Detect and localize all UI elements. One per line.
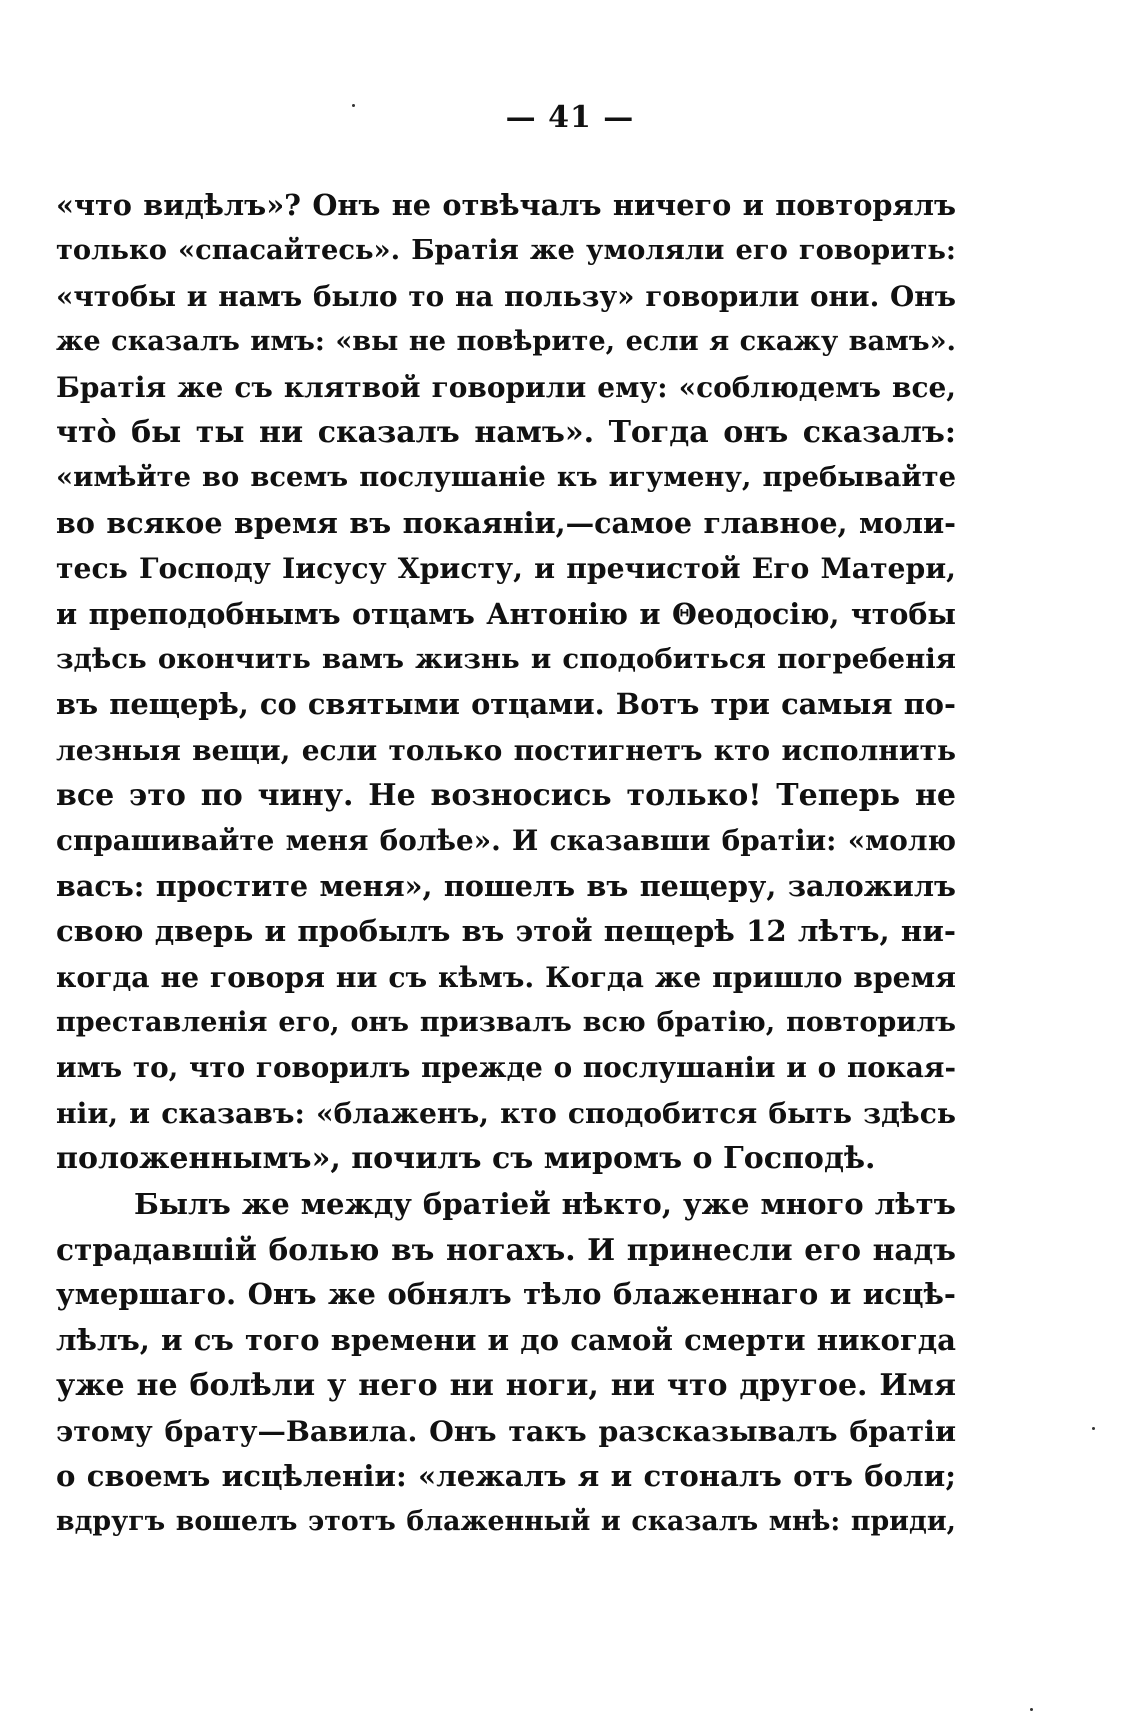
text-line: Былъ же между братіей нѣкто, уже много лѣтъ — [134, 1186, 956, 1221]
text-line: въ пещерѣ, со святыми отцами. Вотъ три самыя по- — [56, 687, 956, 722]
text-line: во всякое время въ покаяніи,—самое главное, моли- — [56, 505, 956, 540]
text-line: лѣлъ, и съ того времени и до самой смерти никогда — [56, 1322, 956, 1357]
text-line: здѣсь окончить вамъ жизнь и сподобиться погребенія — [56, 642, 956, 675]
scan-speck — [1030, 1708, 1033, 1711]
text-line: о своемъ исцѣленіи: «лежалъ я и стоналъ отъ боли; — [56, 1458, 956, 1493]
text-line: только «спасайтесь». Братія же умоляли его говорить: — [56, 234, 956, 267]
paragraph-1 — [56, 183, 956, 1182]
text-line: тесь Господу Іисусу Христу, и пречистой Его Матери, — [56, 552, 956, 586]
paragraph-2 — [56, 1182, 956, 1545]
text-line: этому брату—Вавила. Онъ такъ разсказывалъ братіи — [56, 1413, 956, 1448]
text-line: умершаго. Онъ же обнялъ тѣло блаженнаго и исцѣ- — [56, 1277, 956, 1312]
text-line: Братія же съ клятвой говорили ему: «соблюдемъ все, — [56, 370, 956, 404]
text-line: что̀ бы ты ни сказалъ намъ». Тогда онъ сказалъ: — [56, 414, 956, 450]
text-line: и преподобнымъ отцамъ Антонію и Θеодосію, чтобы — [56, 596, 956, 631]
scan-speck — [352, 104, 355, 107]
text-line: преставленія его, онъ призвалъ всю братію, повторилъ — [56, 1007, 956, 1039]
text-line: свою дверь и пробылъ въ этой пещерѣ 12 лѣтъ, ни- — [56, 914, 956, 949]
text-line: спрашивайте меня болѣе». И сказавши братіи: «молю — [56, 824, 956, 858]
text-line: страдавшій болью въ ногахъ. И принесли его надъ — [56, 1231, 956, 1267]
text-line: ніи, и сказавъ: «блаженъ, кто сподобится быть здѣсь — [56, 1096, 956, 1130]
scan-speck — [1092, 1427, 1095, 1430]
text-line: же сказалъ имъ: «вы не повѣрите, если я скажу вамъ». — [56, 325, 956, 358]
text-line: положеннымъ», почилъ съ миромъ о Господѣ. — [56, 1141, 876, 1177]
text-line: имъ то, что говорилъ прежде о послушаніи и о покая- — [56, 1051, 956, 1085]
text-line: васъ: простите меня», пошелъ въ пещеру, заложилъ — [56, 868, 956, 903]
text-line: «чтобы и намъ было то на пользу» говорили они. Онъ — [56, 279, 956, 313]
text-line: когда не говоря ни съ кѣмъ. Когда же пришло время — [56, 960, 956, 994]
body-text — [56, 183, 956, 1545]
text-line: все это по чину. Не возносись только! Теперь не — [56, 778, 956, 814]
text-line: уже не болѣли у него ни ноги, ни что другое. Имя — [56, 1368, 956, 1404]
text-line: вдругъ вошелъ этотъ блаженный и сказалъ мнѣ: приди, — [56, 1506, 956, 1538]
text-line: «что видѣлъ»? Онъ не отвѣчалъ ничего и повторялъ — [56, 188, 956, 222]
text-line: лезныя вещи, если только постигнетъ кто исполнить — [56, 733, 956, 767]
page-number: — 41 — — [505, 100, 635, 135]
text-line: «имѣйте во всемъ послушаніе къ игумену, пребывайте — [56, 461, 956, 494]
